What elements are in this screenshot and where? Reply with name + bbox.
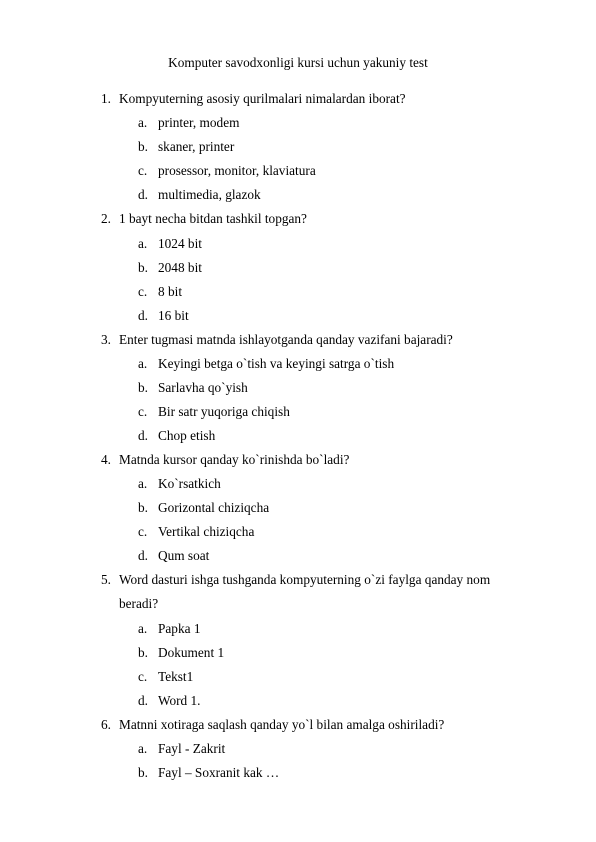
option-letter: b. bbox=[138, 139, 148, 154]
question-number: 3. bbox=[101, 332, 111, 347]
question-text: Enter tugmasi matnda ishlayotganda qanday vazifani bajaradi? bbox=[119, 332, 453, 347]
question-4 bbox=[101, 448, 541, 472]
page-title: Komputer savodxonligi kursi uchun yakuniy test bbox=[168, 55, 428, 70]
option-text: skaner, printer bbox=[158, 139, 235, 154]
option-2c bbox=[138, 284, 182, 300]
question-1 bbox=[101, 87, 541, 111]
option-6b bbox=[138, 765, 279, 781]
option-text: 1024 bit bbox=[158, 236, 202, 251]
option-letter: d. bbox=[138, 308, 148, 323]
option-letter: b. bbox=[138, 260, 148, 275]
option-4a bbox=[138, 476, 221, 492]
option-letter: a. bbox=[138, 356, 148, 371]
option-text: Gorizontal chiziqcha bbox=[158, 500, 270, 515]
question-number: 5. bbox=[101, 572, 111, 587]
option-5d bbox=[138, 693, 201, 709]
option-1a bbox=[138, 115, 239, 131]
option-6a bbox=[138, 741, 225, 757]
option-text: Ko`rsatkich bbox=[158, 476, 221, 491]
option-text: 2048 bit bbox=[158, 260, 202, 275]
option-3c bbox=[138, 404, 290, 420]
option-text: Tekst1 bbox=[158, 669, 194, 684]
option-letter: a. bbox=[138, 236, 148, 251]
option-letter: b. bbox=[138, 645, 148, 660]
option-letter: d. bbox=[138, 693, 148, 708]
option-4b bbox=[138, 500, 269, 516]
option-text: multimedia, glazok bbox=[158, 187, 261, 202]
question-2 bbox=[101, 207, 541, 231]
option-4c bbox=[138, 524, 254, 540]
question-number: 2. bbox=[101, 211, 111, 226]
question-text: Word dasturi ishga tushganda kompyuterning o`zi faylga qanday nom beradi? bbox=[119, 572, 491, 612]
option-text: Chop etish bbox=[158, 428, 216, 443]
option-text: 8 bit bbox=[158, 284, 183, 299]
option-2b bbox=[138, 260, 202, 276]
question-3 bbox=[101, 328, 541, 352]
option-1d bbox=[138, 187, 261, 203]
option-letter: b. bbox=[138, 380, 148, 395]
option-text: Fayl – Soxranit kak … bbox=[158, 765, 280, 780]
option-text: Vertikal chiziqcha bbox=[158, 524, 255, 539]
question-number: 1. bbox=[101, 91, 111, 106]
option-text: Fayl - Zakrit bbox=[158, 741, 226, 756]
option-letter: d. bbox=[138, 428, 148, 443]
option-5a bbox=[138, 621, 200, 637]
option-letter: d. bbox=[138, 548, 148, 563]
option-letter: c. bbox=[138, 524, 148, 539]
option-text: printer, modem bbox=[158, 115, 240, 130]
option-letter: c. bbox=[138, 404, 148, 419]
question-number: 6. bbox=[101, 717, 111, 732]
option-text: Qum soat bbox=[158, 548, 210, 563]
option-1c bbox=[138, 163, 316, 179]
option-letter: c. bbox=[138, 163, 148, 178]
option-5c bbox=[138, 669, 193, 685]
option-letter: b. bbox=[138, 500, 148, 515]
option-text: Dokument 1 bbox=[158, 645, 225, 660]
question-number: 4. bbox=[101, 452, 111, 467]
option-3b bbox=[138, 380, 248, 396]
question-5 bbox=[101, 568, 541, 617]
option-text: 16 bit bbox=[158, 308, 189, 323]
option-letter: a. bbox=[138, 115, 148, 130]
question-6 bbox=[101, 713, 541, 737]
option-text: Bir satr yuqoriga chiqish bbox=[158, 404, 290, 419]
option-3a bbox=[138, 356, 394, 372]
question-text: Matnni xotiraga saqlash qanday yo`l bilan amalga oshiriladi? bbox=[119, 717, 445, 732]
option-text: prosessor, monitor, klaviatura bbox=[158, 163, 316, 178]
option-text: Keyingi betga o`tish va keyingi satrga o`tish bbox=[158, 356, 395, 371]
question-text: Matnda kursor qanday ko`rinishda bo`ladi? bbox=[119, 452, 350, 467]
option-letter: d. bbox=[138, 187, 148, 202]
option-letter: a. bbox=[138, 621, 148, 636]
question-text: Kompyuterning asosiy qurilmalari nimalardan iborat? bbox=[119, 91, 406, 106]
option-2a bbox=[138, 236, 202, 252]
option-text: Word 1. bbox=[158, 693, 201, 708]
option-3d bbox=[138, 428, 215, 444]
option-text: Papka 1 bbox=[158, 621, 201, 636]
option-letter: a. bbox=[138, 741, 148, 756]
option-letter: a. bbox=[138, 476, 148, 491]
option-letter: c. bbox=[138, 669, 148, 684]
option-5b bbox=[138, 645, 224, 661]
option-4d bbox=[138, 548, 209, 564]
option-text: Sarlavha qo`yish bbox=[158, 380, 248, 395]
option-letter: c. bbox=[138, 284, 148, 299]
question-text: 1 bayt necha bitdan tashkil topgan? bbox=[119, 211, 307, 226]
option-2d bbox=[138, 308, 189, 324]
option-letter: b. bbox=[138, 765, 148, 780]
option-1b bbox=[138, 139, 234, 155]
